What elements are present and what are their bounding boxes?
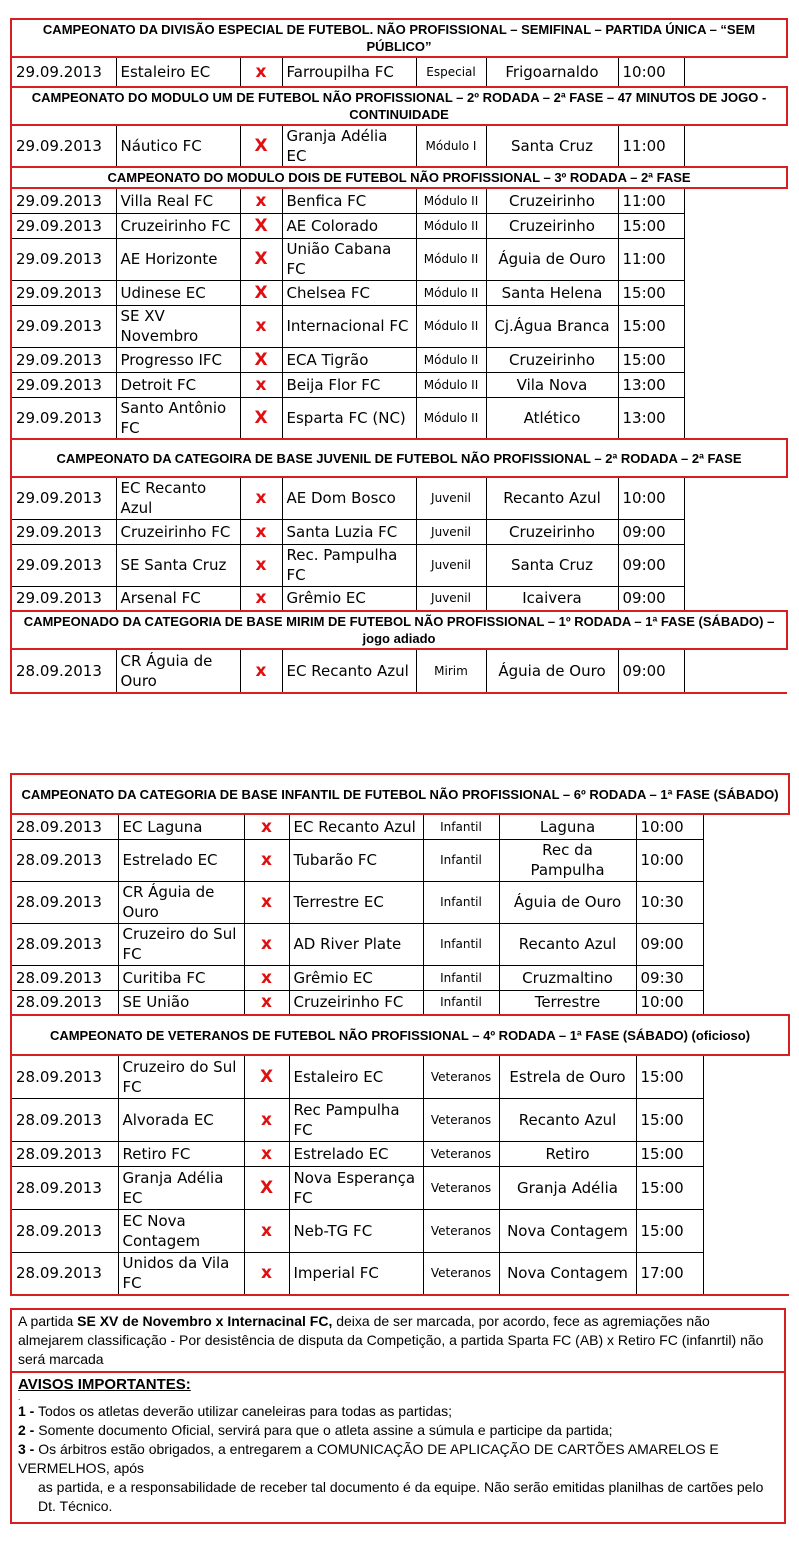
match-date: 29.09.2013 (11, 125, 116, 167)
schedule-body-1 (11, 19, 787, 693)
empty-cell (703, 814, 789, 839)
away-team: Farroupilha FC (282, 57, 416, 87)
away-team: Rec Pampulha FC (289, 1098, 423, 1141)
category: Infantil (423, 965, 499, 990)
empty-cell (703, 1098, 789, 1141)
match-row (11, 1055, 789, 1098)
away-team: Imperial FC (289, 1252, 423, 1295)
match-row (11, 1209, 789, 1252)
home-team: Unidos da Vila FC (118, 1252, 244, 1295)
match-row (11, 213, 787, 238)
home-team: SE União (118, 990, 244, 1015)
empty-cell (703, 839, 789, 881)
versus-mark: x (244, 1098, 289, 1141)
versus-mark: X (244, 1166, 289, 1209)
home-team: Curitiba FC (118, 965, 244, 990)
versus-mark: x (244, 990, 289, 1015)
match-date: 28.09.2013 (11, 1209, 118, 1252)
venue: Nova Contagem (499, 1209, 636, 1252)
away-team: Estaleiro EC (289, 1055, 423, 1098)
match-row (11, 397, 787, 439)
empty-cell (684, 372, 787, 397)
kickoff-time: 11:00 (618, 188, 684, 213)
versus-mark: x (240, 649, 282, 693)
match-date: 29.09.2013 (11, 372, 116, 397)
versus-mark: x (240, 372, 282, 397)
home-team: Arsenal FC (116, 586, 240, 611)
versus-mark: x (244, 881, 289, 923)
match-date: 29.09.2013 (11, 188, 116, 213)
kickoff-time: 13:00 (618, 397, 684, 439)
home-team: Cruzeiro do Sul FC (118, 1055, 244, 1098)
schedule-table-1 (10, 18, 788, 694)
category: Módulo II (416, 372, 486, 397)
home-team: EC Nova Contagem (118, 1209, 244, 1252)
match-date: 29.09.2013 (11, 305, 116, 347)
venue: Vila Nova (486, 372, 618, 397)
match-row (11, 586, 787, 611)
match-date: 28.09.2013 (11, 649, 116, 693)
section-title: CAMPEONATO DO MODULO DOIS DE FUTEBOL NÃO PROFISSIONAL – 3º RODADA – 2ª FASE (11, 167, 787, 188)
match-row (11, 477, 787, 519)
versus-mark: x (244, 1209, 289, 1252)
category: Veteranos (423, 1209, 499, 1252)
home-team: Udinese EC (116, 280, 240, 305)
versus-mark: X (240, 347, 282, 372)
empty-cell (703, 923, 789, 965)
empty-cell (684, 57, 787, 87)
category: Veteranos (423, 1055, 499, 1098)
kickoff-time: 09:00 (618, 519, 684, 544)
empty-cell (684, 649, 787, 693)
home-team: Cruzeirinho FC (116, 213, 240, 238)
match-row (11, 1166, 789, 1209)
away-team: Nova Esperança FC (289, 1166, 423, 1209)
home-team: EC Recanto Azul (116, 477, 240, 519)
match-row (11, 125, 787, 167)
section-title: CAMPEONATO DO MODULO UM DE FUTEBOL NÃO PROFISSIONAL – 2º RODADA – 2ª FASE – 47 MINUTOS DE JOGO - CONTINUIDADE (11, 87, 787, 125)
notices-title: AVISOS IMPORTANTES: (18, 1376, 191, 1393)
venue: Laguna (499, 814, 636, 839)
notice-num: 1 - (18, 1403, 35, 1419)
match-date: 28.09.2013 (11, 839, 118, 881)
away-team: Beija Flor FC (282, 372, 416, 397)
empty-cell (703, 1055, 789, 1098)
versus-mark: x (240, 477, 282, 519)
kickoff-time: 15:00 (636, 1209, 703, 1252)
match-date: 29.09.2013 (11, 57, 116, 87)
away-team: AE Dom Bosco (282, 477, 416, 519)
venue: Recanto Azul (499, 923, 636, 965)
versus-mark: x (244, 839, 289, 881)
versus-mark: X (240, 213, 282, 238)
versus-mark: x (240, 188, 282, 213)
match-row (11, 519, 787, 544)
match-date: 29.09.2013 (11, 213, 116, 238)
versus-mark: X (240, 238, 282, 280)
home-team: SE XV Novembro (116, 305, 240, 347)
venue: Icaivera (486, 586, 618, 611)
kickoff-time: 15:00 (618, 213, 684, 238)
kickoff-time: 10:00 (618, 57, 684, 87)
away-team: Grêmio EC (289, 965, 423, 990)
home-team: AE Horizonte (116, 238, 240, 280)
match-row (11, 839, 789, 881)
notice-text: Os árbitros estão obrigados, a entregarem a COMUNICAÇÃO DE APLICAÇÃO DE CARTÕES AMARELOS E VERMELHOS, após (18, 1441, 719, 1476)
away-team: Terrestre EC (289, 881, 423, 923)
away-team: Neb-TG FC (289, 1209, 423, 1252)
section-header-row (11, 1015, 789, 1055)
note-bold-match: SE XV de Novembro x Internacinal FC, (77, 1313, 333, 1329)
cancellation-note (10, 1308, 786, 1373)
empty-cell (684, 477, 787, 519)
empty-cell (684, 586, 787, 611)
venue: Estrela de Ouro (499, 1055, 636, 1098)
venue: Cruzeirinho (486, 519, 618, 544)
versus-mark: X (244, 1055, 289, 1098)
category: Módulo II (416, 347, 486, 372)
match-row (11, 238, 787, 280)
category: Juvenil (416, 519, 486, 544)
schedule-table-2 (10, 773, 790, 1296)
empty-cell (684, 125, 787, 167)
category: Infantil (423, 839, 499, 881)
section-header-row (11, 19, 787, 57)
category: Módulo II (416, 397, 486, 439)
versus-mark: x (244, 965, 289, 990)
match-row (11, 1098, 789, 1141)
venue: Recanto Azul (486, 477, 618, 519)
away-team: Cruzeirinho FC (289, 990, 423, 1015)
category: Módulo II (416, 188, 486, 213)
match-row (11, 923, 789, 965)
empty-cell (703, 881, 789, 923)
category: Juvenil (416, 586, 486, 611)
empty-cell (703, 1252, 789, 1295)
versus-mark: X (240, 397, 282, 439)
venue: Rec da Pampulha (499, 839, 636, 881)
versus-mark: X (240, 280, 282, 305)
venue: Santa Cruz (486, 544, 618, 586)
kickoff-time: 10:00 (618, 477, 684, 519)
kickoff-time: 09:30 (636, 965, 703, 990)
kickoff-time: 15:00 (618, 280, 684, 305)
empty-cell (703, 1166, 789, 1209)
home-team: Santo Antônio FC (116, 397, 240, 439)
match-row (11, 188, 787, 213)
venue: Retiro (499, 1141, 636, 1166)
empty-cell (684, 188, 787, 213)
versus-mark: x (240, 544, 282, 586)
match-row (11, 305, 787, 347)
venue: Águia de Ouro (486, 649, 618, 693)
empty-cell (703, 965, 789, 990)
venue: Recanto Azul (499, 1098, 636, 1141)
home-team: SE Santa Cruz (116, 544, 240, 586)
notice-num: 3 - (18, 1441, 35, 1457)
versus-mark: x (240, 57, 282, 87)
empty-cell (703, 1209, 789, 1252)
match-date: 28.09.2013 (11, 1141, 118, 1166)
venue: Nova Contagem (499, 1252, 636, 1295)
section-title: CAMPEONADO DA CATEGORIA DE BASE MIRIM DE FUTEBOL NÃO PROFISSIONAL – 1º RODADA – 1ª FASE (SÁBADO) – jogo adiado (11, 611, 787, 649)
kickoff-time: 15:00 (618, 347, 684, 372)
section-title: CAMPEONATO DA CATEGORIA DE BASE INFANTIL DE FUTEBOL NÃO PROFISSIONAL – 6º RODADA – 1ª FASE (SÁBADO) (11, 774, 789, 814)
versus-mark: x (240, 586, 282, 611)
category: Veteranos (423, 1141, 499, 1166)
match-date: 28.09.2013 (11, 1166, 118, 1209)
section-header-row (11, 439, 787, 477)
important-notices (10, 1373, 786, 1524)
home-team: CR Águia de Ouro (118, 881, 244, 923)
away-team: Estrelado EC (289, 1141, 423, 1166)
kickoff-time: 15:00 (636, 1098, 703, 1141)
category: Infantil (423, 881, 499, 923)
venue: Granja Adélia (499, 1166, 636, 1209)
kickoff-time: 09:00 (618, 544, 684, 586)
section-header-row (11, 611, 787, 649)
note-text-2: deixa de ser marcada, por acordo, fece as agremiações não almejarem classificação - Por desistência de disputa da Competição, a partida Sparta FC (AB) x Retiro FC (infanrtil) não será marcada (18, 1313, 764, 1367)
section-header-row (11, 87, 787, 125)
away-team: Grêmio EC (282, 586, 416, 611)
notice-text: Somente documento Oficial, servirá para que o atleta assine a súmula e participe da partida; (34, 1422, 613, 1438)
away-team: AE Colorado (282, 213, 416, 238)
kickoff-time: 11:00 (618, 238, 684, 280)
venue: Frigoarnaldo (486, 57, 618, 87)
home-team: CR Águia de Ouro (116, 649, 240, 693)
kickoff-time: 15:00 (636, 1141, 703, 1166)
venue: Águia de Ouro (486, 238, 618, 280)
kickoff-time: 17:00 (636, 1252, 703, 1295)
home-team: Progresso IFC (116, 347, 240, 372)
kickoff-time: 15:00 (636, 1166, 703, 1209)
category: Módulo II (416, 213, 486, 238)
schedule-body-2 (11, 774, 789, 1295)
home-team: Villa Real FC (116, 188, 240, 213)
versus-mark: x (244, 923, 289, 965)
home-team: Granja Adélia EC (118, 1166, 244, 1209)
match-date: 28.09.2013 (11, 881, 118, 923)
category: Veteranos (423, 1166, 499, 1209)
match-row (11, 372, 787, 397)
match-row (11, 347, 787, 372)
match-date: 29.09.2013 (11, 397, 116, 439)
match-date: 28.09.2013 (11, 1055, 118, 1098)
venue: Cruzeirinho (486, 347, 618, 372)
home-team: Estaleiro EC (116, 57, 240, 87)
venue: Cruzeirinho (486, 213, 618, 238)
home-team: Retiro FC (118, 1141, 244, 1166)
kickoff-time: 15:00 (636, 1055, 703, 1098)
match-date: 29.09.2013 (11, 280, 116, 305)
venue: Cruzeirinho (486, 188, 618, 213)
empty-cell (684, 213, 787, 238)
match-date: 28.09.2013 (11, 965, 118, 990)
home-team: Estrelado EC (118, 839, 244, 881)
home-team: Alvorada EC (118, 1098, 244, 1141)
home-team: Detroit FC (116, 372, 240, 397)
venue: Águia de Ouro (499, 881, 636, 923)
match-date: 28.09.2013 (11, 1098, 118, 1141)
section-title: CAMPEONATO DA CATEGOIRA DE BASE JUVENIL DE FUTEBOL NÃO PROFISSIONAL – 2ª RODADA – 2ª FASE (11, 439, 787, 477)
category: Juvenil (416, 544, 486, 586)
home-team: Náutico FC (116, 125, 240, 167)
match-row (11, 57, 787, 87)
section-title: CAMPEONATO DA DIVISÃO ESPECIAL DE FUTEBOL. NÃO PROFISSIONAL – SEMIFINAL – PARTIDA ÚNICA – “SEM PÚBLICO” (11, 19, 787, 57)
category: Módulo II (416, 238, 486, 280)
match-row (11, 544, 787, 586)
away-team: ECA Tigrão (282, 347, 416, 372)
empty-cell (684, 397, 787, 439)
away-team: Granja Adélia EC (282, 125, 416, 167)
kickoff-time: 10:00 (636, 839, 703, 881)
venue: Cj.Água Branca (486, 305, 618, 347)
away-team: Esparta FC (NC) (282, 397, 416, 439)
match-row (11, 1252, 789, 1295)
notice-item-3 (18, 1440, 778, 1478)
venue: Cruzmaltino (499, 965, 636, 990)
section-title: CAMPEONATO DE VETERANOS DE FUTEBOL NÃO PROFISSIONAL – 4º RODADA – 1ª FASE (SÁBADO) (oficioso) (11, 1015, 789, 1055)
kickoff-time: 10:00 (636, 814, 703, 839)
empty-cell (684, 347, 787, 372)
empty-cell (684, 519, 787, 544)
match-date: 29.09.2013 (11, 347, 116, 372)
match-date: 29.09.2013 (11, 519, 116, 544)
kickoff-time: 11:00 (618, 125, 684, 167)
kickoff-time: 10:30 (636, 881, 703, 923)
away-team: Chelsea FC (282, 280, 416, 305)
match-row (11, 649, 787, 693)
section-header-row (11, 774, 789, 814)
versus-mark: x (244, 814, 289, 839)
category: Veteranos (423, 1252, 499, 1295)
notice-item-1 (18, 1402, 778, 1421)
kickoff-time: 09:00 (618, 649, 684, 693)
home-team: Cruzeiro do Sul FC (118, 923, 244, 965)
match-row (11, 1141, 789, 1166)
versus-mark: x (244, 1141, 289, 1166)
match-row (11, 814, 789, 839)
away-team: AD River Plate (289, 923, 423, 965)
notice-item-2 (18, 1421, 778, 1440)
venue: Santa Helena (486, 280, 618, 305)
venue: Santa Cruz (486, 125, 618, 167)
versus-mark: X (240, 125, 282, 167)
match-date: 28.09.2013 (11, 814, 118, 839)
home-team: EC Laguna (118, 814, 244, 839)
category: Infantil (423, 923, 499, 965)
kickoff-time: 13:00 (618, 372, 684, 397)
home-team: Cruzeirinho FC (116, 519, 240, 544)
category: Mirim (416, 649, 486, 693)
empty-cell (684, 544, 787, 586)
category: Módulo II (416, 305, 486, 347)
notes-section (10, 1308, 786, 1524)
match-row (11, 990, 789, 1015)
match-row (11, 280, 787, 305)
away-team: Tubarão FC (289, 839, 423, 881)
match-row (11, 965, 789, 990)
away-team: Rec. Pampulha FC (282, 544, 416, 586)
notice-continuation: as partida, e a responsabilidade de receber tal documento é da equipe. Não serão emitidas planilhas de cartões pelo Dt. Técnico. (38, 1479, 764, 1514)
away-team: EC Recanto Azul (282, 649, 416, 693)
versus-mark: x (240, 305, 282, 347)
match-date: 28.09.2013 (11, 923, 118, 965)
category: Infantil (423, 814, 499, 839)
empty-cell (684, 280, 787, 305)
away-team: Internacional FC (282, 305, 416, 347)
match-date: 29.09.2013 (11, 238, 116, 280)
away-team: EC Recanto Azul (289, 814, 423, 839)
note-text-1: A partida (18, 1313, 78, 1329)
match-date: 29.09.2013 (11, 586, 116, 611)
category: Juvenil (416, 477, 486, 519)
empty-cell (684, 305, 787, 347)
notice-text: Todos os atletas deverão utilizar caneleiras para todas as partidas; (34, 1403, 452, 1419)
kickoff-time: 09:00 (618, 586, 684, 611)
kickoff-time: 15:00 (618, 305, 684, 347)
away-team: Santa Luzia FC (282, 519, 416, 544)
empty-cell (703, 1141, 789, 1166)
match-date: 29.09.2013 (11, 544, 116, 586)
category: Módulo II (416, 280, 486, 305)
venue: Atlético (486, 397, 618, 439)
kickoff-time: 09:00 (636, 923, 703, 965)
notices-dot: . (18, 1393, 21, 1402)
empty-cell (684, 238, 787, 280)
match-date: 29.09.2013 (11, 477, 116, 519)
category: Infantil (423, 990, 499, 1015)
section-header-row (11, 167, 787, 188)
match-date: 28.09.2013 (11, 990, 118, 1015)
away-team: União Cabana FC (282, 238, 416, 280)
kickoff-time: 10:00 (636, 990, 703, 1015)
category: Módulo I (416, 125, 486, 167)
match-row (11, 881, 789, 923)
venue: Terrestre (499, 990, 636, 1015)
notice-num: 2 - (18, 1422, 35, 1438)
versus-mark: x (244, 1252, 289, 1295)
versus-mark: x (240, 519, 282, 544)
category: Veteranos (423, 1098, 499, 1141)
away-team: Benfica FC (282, 188, 416, 213)
match-date: 28.09.2013 (11, 1252, 118, 1295)
category: Especial (416, 57, 486, 87)
empty-cell (703, 990, 789, 1015)
